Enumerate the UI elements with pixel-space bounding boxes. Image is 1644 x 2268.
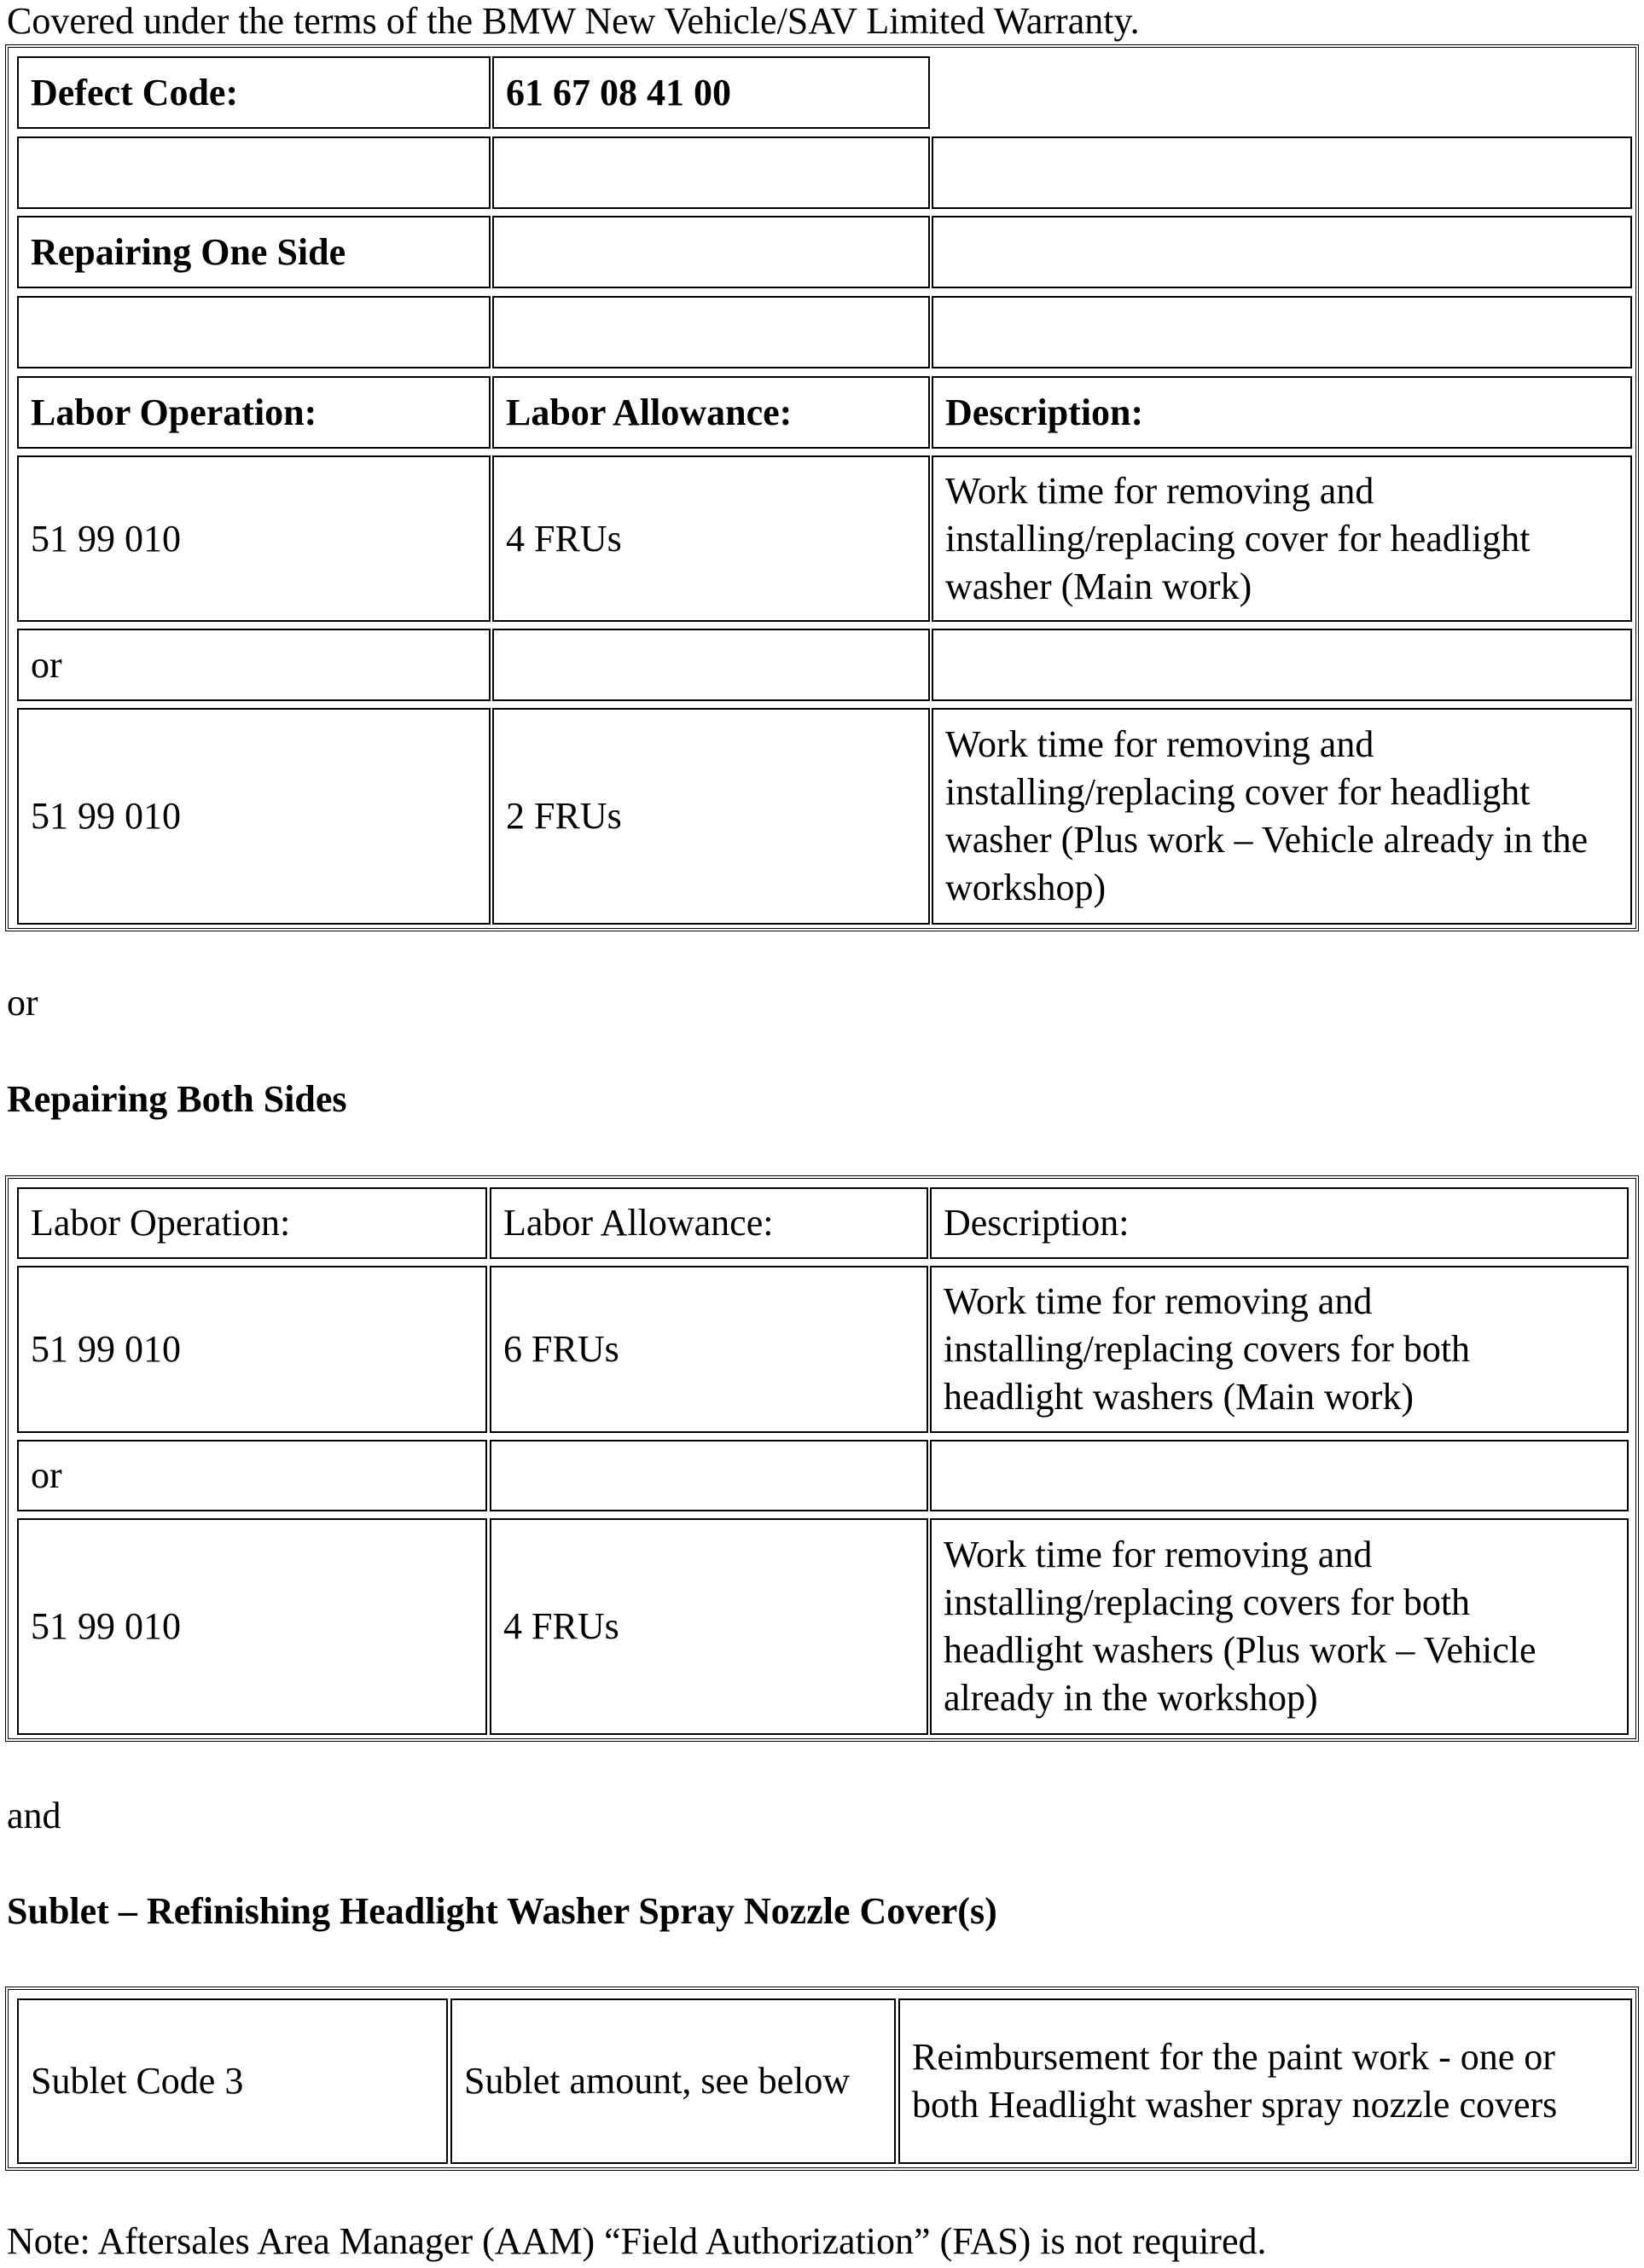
labor-operation-cell: 51 99 010 — [17, 1518, 487, 1735]
both-sides-heading: Repairing Both Sides — [7, 1078, 347, 1120]
labor-allowance-cell: 6 FRUs — [490, 1266, 928, 1433]
defect-code-value-cell: 61 67 08 41 00 — [492, 56, 930, 129]
empty-cell — [17, 136, 491, 209]
or-cell: or — [17, 1440, 487, 1511]
or-separator: or — [7, 982, 38, 1024]
repair-one-side-table — [5, 44, 1639, 931]
sublet-heading: Sublet – Refinishing Headlight Washer Spray Nozzle Cover(s) — [7, 1890, 997, 1932]
empty-cell — [932, 629, 1632, 701]
header-labor-operation: Labor Operation: — [17, 376, 491, 449]
empty-cell — [492, 136, 930, 209]
sublet-table — [5, 1987, 1639, 2171]
empty-cell — [932, 296, 1632, 368]
header-description: Description: — [930, 1187, 1629, 1259]
description-cell: Work time for removing and installing/replacing cover for headlight washer (Plus work – Vehicle already in the workshop) — [932, 708, 1632, 925]
empty-cell — [492, 216, 930, 288]
description-cell: Work time for removing and installing/replacing covers for both headlight washers (Main work) — [930, 1266, 1629, 1433]
reimbursement-cell: Reimbursement for the paint work - one or both Headlight washer spray nozzle covers — [898, 1998, 1632, 2164]
sublet-code-cell: Sublet Code 3 — [17, 1998, 448, 2164]
sublet-amount-cell: Sublet amount, see below — [450, 1998, 896, 2164]
header-labor-allowance: Labor Allowance: — [490, 1187, 928, 1259]
empty-cell — [930, 1440, 1629, 1511]
description-cell: Work time for removing and installing/replacing covers for both headlight washers (Plus work – Vehicle already in the workshop) — [930, 1518, 1629, 1735]
or-cell: or — [17, 629, 491, 701]
empty-cell — [492, 629, 930, 701]
empty-cell — [932, 216, 1632, 288]
description-cell: Work time for removing and installing/replacing cover for headlight washer (Main work) — [932, 455, 1632, 622]
labor-allowance-cell: 2 FRUs — [492, 708, 930, 925]
labor-operation-cell: 51 99 010 — [17, 455, 491, 622]
header-description: Description: — [932, 376, 1632, 449]
header-labor-operation: Labor Operation: — [17, 1187, 487, 1259]
repair-both-sides-table — [5, 1175, 1639, 1742]
labor-operation-cell: 51 99 010 — [17, 708, 491, 925]
empty-cell — [932, 136, 1632, 209]
intro-text: Covered under the terms of the BMW New Vehicle/SAV Limited Warranty. — [7, 0, 1140, 42]
empty-cell — [492, 296, 930, 368]
defect-code-label-cell: Defect Code: — [17, 56, 491, 129]
empty-cell — [17, 296, 491, 368]
header-labor-allowance: Labor Allowance: — [492, 376, 930, 449]
labor-allowance-cell: 4 FRUs — [490, 1518, 928, 1735]
labor-operation-cell: 51 99 010 — [17, 1266, 487, 1433]
note-text: Note: Aftersales Area Manager (AAM) “Field Authorization” (FAS) is not required. — [7, 2220, 1267, 2262]
empty-cell — [490, 1440, 928, 1511]
labor-allowance-cell: 4 FRUs — [492, 455, 930, 622]
and-separator: and — [7, 1795, 61, 1836]
section-title-cell: Repairing One Side — [17, 216, 491, 288]
